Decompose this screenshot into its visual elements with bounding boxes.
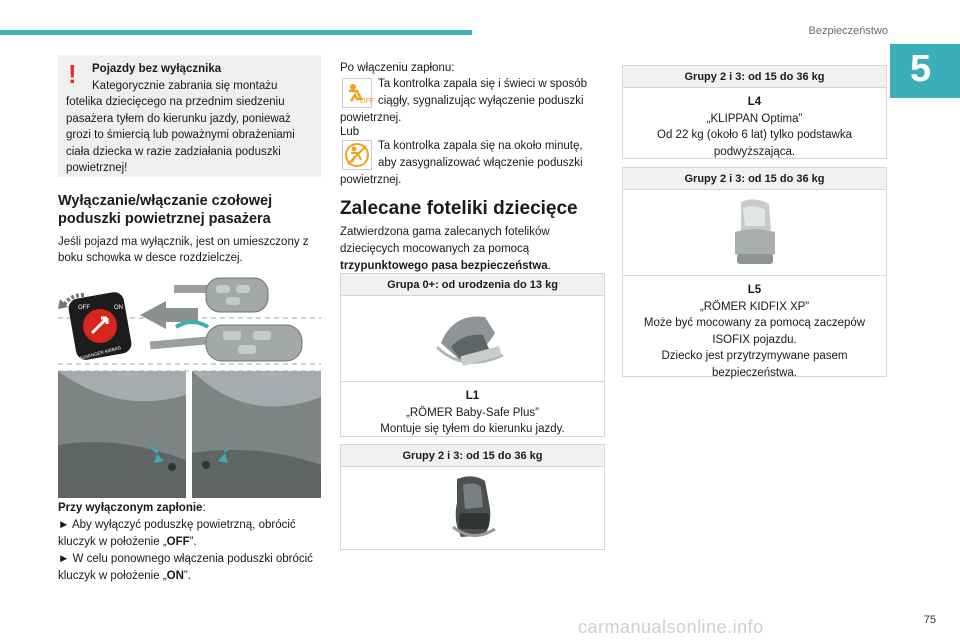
airbag-switch-figure [58,275,321,498]
recommended-end: . [547,260,551,272]
section-title: Bezpieczeństwo [808,25,888,37]
seat-extra: Dziecko jest przytrzymywane pasem bezpieczeństwa. [661,350,848,379]
header-accent-bar [0,30,472,35]
seat-card-header: Grupy 2 i 3: od 15 do 36 kg [623,66,886,88]
warning-text: fotelika dziecięcego na przednim siedzeniu pasażera tyłem do kierunku jazdy, ponieważ grozi to śmiercią lub poważnymi obrażeniami ciała dziecka w razie zadziałania poduszki powietrznej! [66,96,295,174]
baby-carrier-illustration [433,303,513,375]
indicators-intro: Po włączeniu zapłonu: [340,62,455,74]
ignition-off-colon: : [202,502,206,514]
airbag-section-title: Wyłączanie/włączanie czołowej poduszki powietrznej pasażera [58,193,273,227]
recommended-title: Zalecane foteliki dziecięce [340,198,578,219]
seat-desc: Może być mocowany za pomocą zaczepów ISOFIX pojazdu. [643,317,866,346]
chapter-number: 5 [890,44,960,98]
seat-card-l5 [622,167,887,377]
warning-title: Pojazdy bez wyłącznika [92,63,222,75]
seat-card-l4 [622,65,887,159]
step-on-suffix: ”. [183,570,191,582]
seat-code: L1 [465,390,480,402]
step-off-prefix: ► Aby wyłączyć poduszkę powietrzną, obrócić kluczyk w położenie „ [58,519,296,548]
warning-box [58,55,321,177]
recommended-bold: trzypunktowego pasa bezpieczeństwa [340,260,548,272]
seat-desc: Montuje się tyłem do kierunku jazdy. [380,423,565,435]
child-seat-illustration [443,473,503,543]
lamp2-text-a: Ta kontrolka zapala się na około minutę, [378,140,583,152]
airbag-on-lamp-icon [342,140,372,170]
seat-code: L4 [747,96,762,108]
step-off-suffix: ”. [189,536,197,548]
seat-card-l1 [340,273,605,437]
step-off-value: OFF [166,536,190,548]
seat-card-header: Grupy 2 i 3: od 15 do 36 kg [341,445,604,467]
watermark: carmanualsonline.info [578,617,764,637]
airbag-switch-illustration [58,275,321,498]
seat-name: „RÖMER KIDFIX XP” [699,300,810,313]
dial-off-label: OFF [78,305,90,311]
svg-text:OFF: OFF [360,98,374,105]
seat-image-group23 [341,467,604,549]
lamp2-text-c: powietrznej. [340,174,402,186]
page-number: 75 [923,614,936,626]
step-off [58,517,321,551]
dial-airbag-label: PASSENGER AIRBAG [76,344,122,362]
dial-on-label: ON [114,305,123,311]
seat-desc: Od 22 kg (około 6 lat) tylko podstawka podwyższająca. [657,129,852,158]
seat-card-group23 [340,444,605,550]
airbag-section-intro: Jeśli pojazd ma wyłącznik, jest on umieszczony z boku schowka w desce rozdzielczej. [58,236,309,264]
warning-line1: Kategorycznie zabrania się montażu [92,79,278,92]
ignition-off-label: Przy wyłączonym zapłonie [58,502,203,514]
lamp1-text-c: powietrznej. [340,112,402,124]
seat-card-header: Grupy 2 i 3: od 15 do 36 kg [623,168,886,190]
exclamation-icon: ! [68,59,77,89]
key-fob-illustration [174,278,268,312]
seat-name: „KLIPPAN Optima” [706,112,803,125]
seat-name: „RÖMER Baby-Safe Plus” [406,406,539,419]
seat-image-l5 [623,190,886,276]
airbag-off-lamp-icon [342,78,372,108]
indicators-or: Lub [340,126,360,138]
lamp1-text-a: Ta kontrolka zapala się i świeci w sposób [378,78,588,90]
step-on [58,551,321,585]
step-on-value: ON [166,570,184,582]
seat-card-header: Grupa 0+: od urodzenia do 13 kg [341,274,604,296]
seat-code: L5 [747,284,762,296]
lamp1-text-b: ciągły, sygnalizując wyłączenie poduszki [378,95,584,107]
recommended-paragraph [340,224,606,275]
seat-image-l1 [341,296,604,382]
recommended-text: Zatwierdzona gama zalecanych fotelików dziecięcych mocowanych za pomocą [340,226,550,255]
airbag-switch-dial [67,291,133,362]
booster-seat-illustration [725,196,785,270]
lamp2-text-b: aby zasygnalizować włączenie poduszki [378,157,583,169]
step-on-prefix: ► W celu ponownego włączenia poduszki obrócić kluczyk w położenie „ [58,553,313,582]
